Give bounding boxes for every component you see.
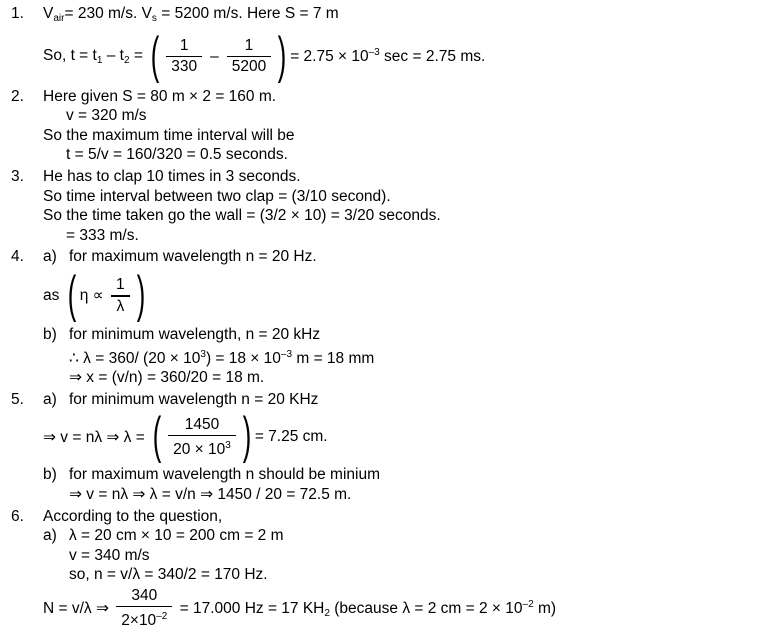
subitem-b-line: b) for minimum wavelength, n = 20 kHz bbox=[43, 325, 763, 345]
close-paren: ) bbox=[136, 270, 145, 321]
solution-line: So the maximum time interval will be bbox=[43, 126, 763, 146]
text-segment: 20 × 10 bbox=[173, 441, 225, 458]
equation-text: ⇒ v = nλ ⇒ λ = bbox=[43, 428, 149, 447]
fraction-numerator: 1 bbox=[111, 276, 130, 294]
subitem-b-line: b) for maximum wavelength n should be minium bbox=[43, 465, 763, 485]
text-segment: ∴ λ = 360/ (20 × 10 bbox=[69, 350, 200, 367]
item-3-number: 3. bbox=[0, 167, 43, 245]
subscript: air bbox=[53, 13, 64, 24]
fraction bbox=[227, 37, 271, 77]
text-segment: So, t = t bbox=[43, 47, 97, 64]
subscript: s bbox=[152, 13, 157, 24]
fraction bbox=[116, 587, 172, 631]
equation-text bbox=[290, 47, 485, 66]
text-segment: m = 18 mm bbox=[292, 350, 374, 367]
fraction-numerator: 340 bbox=[126, 587, 162, 605]
subscript: 2 bbox=[324, 608, 330, 619]
item-5-number: 5. bbox=[0, 390, 43, 505]
item-6-number: 6. bbox=[0, 507, 43, 632]
item-5 bbox=[0, 390, 763, 505]
equation-text: as bbox=[43, 287, 64, 305]
solution-line: So time interval between two clap = (3/10 second). bbox=[43, 187, 763, 207]
text-segment: = 5200 m/s. Here S = 7 m bbox=[157, 5, 339, 22]
subitem-label: a) bbox=[43, 526, 69, 546]
item-1-equation bbox=[43, 31, 763, 83]
fraction-denominator bbox=[116, 608, 172, 630]
open-paren: ( bbox=[153, 412, 162, 463]
subscript: 2 bbox=[124, 55, 130, 66]
subitem-a-line: a) λ = 20 cm × 10 = 200 cm = 2 m bbox=[43, 526, 763, 546]
solution-line: According to the question, bbox=[43, 507, 763, 527]
text-segment: = 17.000 Hz = 17 KH bbox=[175, 600, 324, 617]
solution-line: v = 320 m/s bbox=[66, 106, 763, 126]
solution-line: = 333 m/s. bbox=[66, 226, 763, 246]
superscript: –2 bbox=[523, 599, 534, 610]
item-2-body bbox=[43, 87, 763, 165]
fraction bbox=[168, 416, 236, 460]
superscript: –3 bbox=[281, 349, 292, 360]
solution-line: ⇒ x = (v/n) = 360/20 = 18 m. bbox=[69, 368, 763, 388]
text-segment: sec = 2.75 ms. bbox=[380, 48, 486, 65]
superscript: 3 bbox=[200, 349, 206, 360]
fraction-denominator: λ bbox=[111, 298, 129, 316]
subitem-a-line: a) for maximum wavelength n = 20 Hz. bbox=[43, 247, 763, 267]
text-segment: – t bbox=[102, 47, 124, 64]
fraction-bar bbox=[111, 295, 130, 297]
solution-line: ⇒ v = nλ ⇒ λ = v/n ⇒ 1450 / 20 = 72.5 m. bbox=[69, 485, 763, 505]
item-3-body bbox=[43, 167, 763, 245]
fraction-numerator: 1450 bbox=[180, 416, 224, 434]
text-segment: ) = 18 × 10 bbox=[206, 350, 281, 367]
solution-line: So the time taken go the wall = (3/2 × 10) = 3/20 seconds. bbox=[43, 206, 763, 226]
fraction bbox=[166, 37, 202, 77]
item-2 bbox=[0, 87, 763, 165]
solution-line: v = 340 m/s bbox=[69, 546, 763, 566]
item-1 bbox=[0, 4, 763, 85]
solution-line: t = 5/v = 160/320 = 0.5 seconds. bbox=[66, 145, 763, 165]
open-paren: ( bbox=[67, 270, 76, 321]
superscript: –2 bbox=[156, 611, 167, 622]
solution-line: Here given S = 80 m × 2 = 160 m. bbox=[43, 87, 763, 107]
item-4 bbox=[0, 247, 763, 387]
equation-text: = 7.25 cm. bbox=[255, 428, 328, 446]
fraction-denominator: 330 bbox=[166, 58, 202, 76]
superscript: 3 bbox=[225, 440, 231, 451]
equation-text: N = v/λ ⇒ bbox=[43, 599, 113, 618]
subscript: 1 bbox=[97, 55, 103, 66]
subitem-a-line: a) for minimum wavelength n = 20 KHz bbox=[43, 390, 763, 410]
fraction-bar bbox=[166, 56, 202, 58]
solution-line bbox=[69, 345, 763, 369]
fraction-numerator: 1 bbox=[240, 37, 259, 55]
subitem-label: b) bbox=[43, 465, 69, 485]
close-paren: ) bbox=[278, 31, 287, 82]
solution-line: so, n = v/λ = 340/2 = 170 Hz. bbox=[69, 565, 763, 585]
minus-operator: – bbox=[210, 48, 219, 66]
item-4-proportionality bbox=[43, 269, 763, 323]
item-1-body bbox=[43, 4, 763, 85]
fraction-bar bbox=[227, 56, 271, 58]
item-2-number: 2. bbox=[0, 87, 43, 165]
fraction-bar bbox=[168, 435, 236, 437]
item-3 bbox=[0, 167, 763, 245]
subitem-label: b) bbox=[43, 325, 69, 345]
item-1-given-line bbox=[43, 4, 763, 29]
text-segment: m) bbox=[534, 600, 556, 617]
item-6 bbox=[0, 507, 763, 632]
item-6-equation bbox=[43, 587, 763, 631]
equation-text bbox=[175, 599, 556, 619]
text-segment: = 2.75 × 10 bbox=[290, 48, 368, 65]
open-paren: ( bbox=[151, 31, 160, 82]
text-segment: = 230 m/s. V bbox=[64, 5, 151, 22]
fraction-denominator bbox=[168, 437, 236, 459]
item-4-number: 4. bbox=[0, 247, 43, 387]
fraction bbox=[111, 276, 130, 316]
item-5-equation bbox=[43, 411, 763, 463]
equation-text bbox=[43, 47, 147, 66]
solution-line: He has to clap 10 times in 3 seconds. bbox=[43, 167, 763, 187]
equation-text: η ∝ bbox=[80, 286, 108, 305]
text-segment: V bbox=[43, 5, 53, 22]
item-6-body bbox=[43, 507, 763, 632]
item-4-body bbox=[43, 247, 763, 387]
text-segment: (because λ = 2 cm = 2 × 10 bbox=[330, 600, 523, 617]
subitem-label: a) bbox=[43, 247, 69, 267]
item-1-number: 1. bbox=[0, 4, 43, 85]
text-segment: 2×10 bbox=[121, 612, 156, 629]
item-5-body bbox=[43, 390, 763, 505]
text-segment: = bbox=[130, 47, 148, 64]
fraction-numerator: 1 bbox=[175, 37, 194, 55]
subitem-label: a) bbox=[43, 390, 69, 410]
fraction-bar bbox=[116, 606, 172, 608]
fraction-denominator: 5200 bbox=[227, 58, 271, 76]
superscript: –3 bbox=[369, 47, 380, 58]
close-paren: ) bbox=[243, 412, 252, 463]
